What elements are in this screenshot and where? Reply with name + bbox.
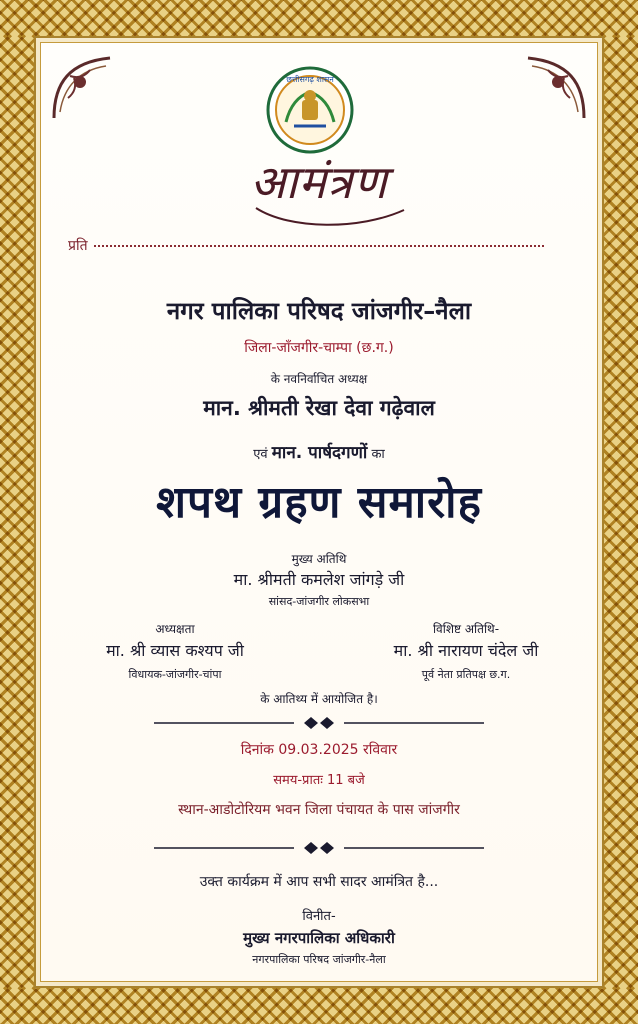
seal-text: छत्तीसगढ़ शासन	[286, 75, 334, 84]
chair-label: अध्यक्षता	[155, 622, 195, 636]
chair-name: मा. श्री व्यास कश्यप जी	[106, 641, 244, 660]
and-suffix: का	[371, 447, 385, 462]
newly-elected-text: के नवनिर्वाचित अध्यक्ष	[270, 372, 368, 386]
chair-block	[60, 620, 290, 682]
event-time: समय-प्रातः 11 बजे	[273, 773, 365, 788]
district-name: जिला-जाँजगीर-चाम्पा (छ.ग.)	[244, 340, 394, 356]
recipient-label: प्रति	[68, 238, 88, 254]
recipient-line	[68, 236, 562, 255]
government-seal-icon	[266, 66, 354, 154]
special-guest-label: विशिष्ट अतिथि-	[432, 622, 500, 636]
divider-ornament-icon	[154, 838, 484, 858]
chair-designation: विधायक-जांजगीर-चांपा	[128, 668, 222, 681]
event-date: दिनांक 09.03.2025 रविवार	[240, 742, 398, 758]
recipient-blank	[94, 245, 544, 247]
chief-guest-name: मा. श्रीमती कमलेश जांगड़े जी	[233, 570, 405, 589]
councillors-text: मान. पार्षदगणों	[271, 443, 368, 463]
event-venue: स्थान-आडोटोरियम भवन जिला पंचायत के पास जांजगीर	[178, 802, 460, 818]
corner-ornament-icon	[50, 52, 120, 122]
and-prefix: एवं	[253, 447, 268, 462]
corner-ornament-icon	[518, 52, 588, 122]
councillors-line	[0, 440, 638, 463]
hosted-text: के आतिथ्य में आयोजित है।	[260, 692, 378, 706]
chief-guest-label: मुख्य अतिथि	[291, 552, 347, 566]
special-guest-block	[348, 620, 584, 682]
divider-ornament-icon	[154, 713, 484, 733]
president-name: मान. श्रीमती रेखा देवा गढ़ेवाल	[203, 396, 435, 420]
signatory-title: मुख्य नगरपालिका अधिकारी	[243, 929, 395, 947]
swash-ornament-icon	[250, 200, 410, 230]
special-guest-designation: पूर्व नेता प्रतिपक्ष छ.ग.	[421, 668, 511, 681]
signatory-organization: नगरपालिका परिषद जांजगीर-नैला	[252, 953, 386, 966]
page-title: आमंत्रण	[250, 155, 388, 209]
chief-guest-designation: सांसद-जांजगीर लोकसभा	[268, 595, 370, 608]
regards-text: विनीत-	[302, 909, 336, 924]
event-title: शपथ ग्रहण समारोह	[156, 477, 482, 528]
special-guest-name: मा. श्री नारायण चंदेल जी	[393, 641, 539, 660]
invitation-note: उक्त कार्यक्रम में आप सभी सादर आमंत्रित है...	[199, 874, 439, 890]
organization-name: नगर पालिका परिषद जांजगीर–नैला	[166, 297, 472, 325]
